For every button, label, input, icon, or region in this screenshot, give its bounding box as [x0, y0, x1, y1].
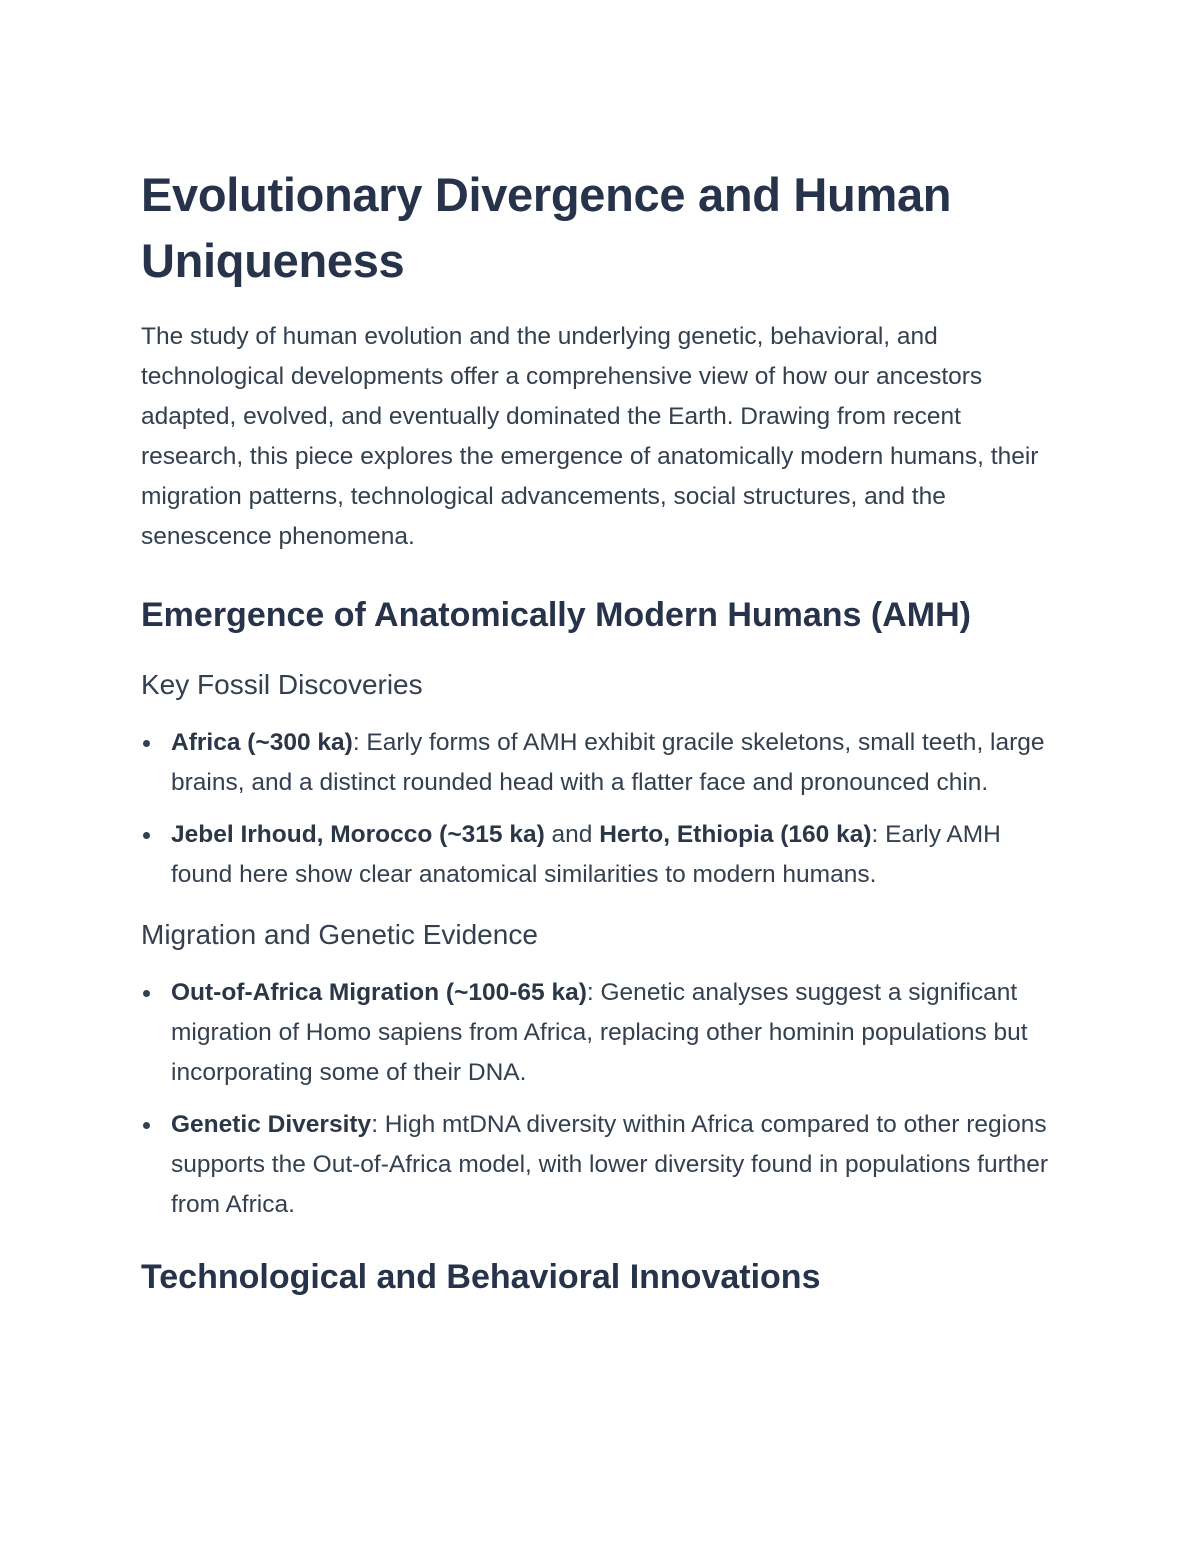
item-term-secondary: Herto, Ethiopia (160 ka): [599, 821, 872, 848]
bullet-icon: [143, 990, 150, 997]
item-connector: and: [544, 821, 600, 848]
list-item: [141, 973, 1051, 1093]
subsection-heading-migration: Migration and Genetic Evidence: [141, 919, 538, 950]
bullet-icon: [143, 1122, 150, 1129]
migration-list: [141, 973, 1051, 1225]
bullet-icon: [143, 832, 150, 839]
list-item: [141, 1105, 1051, 1225]
item-term: Genetic Diversity: [171, 1111, 372, 1138]
item-text: : Early AMH found here show clear anatomical similarities to modern humans.: [171, 821, 1001, 888]
item-text: : Early forms of AMH exhibit gracile skeletons, small teeth, large brains, and a distinct rounded head with a flatter face and pronounced chin.: [171, 729, 1045, 796]
intro-paragraph: The study of human evolution and the underlying genetic, behavioral, and technological developments offer a comprehensive view of how our ancestors adapted, evolved, and eventually dominated the Earth. Drawing from recent research, this piece explores the emergence of anatomically modern humans, their migration patterns, technological advancements, social structures, and the senescence phenomena.: [141, 323, 1039, 550]
bullet-icon: [143, 740, 150, 747]
item-text: : High mtDNA diversity within Africa compared to other regions supports the Out-of-Africa model, with lower diversity found in populations further from Africa.: [171, 1111, 1048, 1218]
document-page: [141, 162, 1051, 1307]
item-term: Out-of-Africa Migration (~100-65 ka): [171, 979, 587, 1006]
list-item: [141, 815, 1051, 895]
section-heading-innovations: Technological and Behavioral Innovations: [141, 1258, 821, 1296]
item-term: Jebel Irhoud, Morocco (~315 ka): [171, 821, 545, 848]
fossil-list: [141, 723, 1051, 895]
list-item: [141, 723, 1051, 803]
subsection-heading-fossils: Key Fossil Discoveries: [141, 669, 423, 700]
item-term: Africa (~300 ka): [171, 729, 353, 756]
section-heading-amh: Emergence of Anatomically Modern Humans (AMH): [141, 596, 971, 634]
page-title: Evolutionary Divergence and Human Uniqueness: [141, 168, 952, 287]
item-text: : Genetic analyses suggest a significant migration of Homo sapiens from Africa, replacing other hominin populations but incorporating some of their DNA.: [171, 979, 1028, 1086]
